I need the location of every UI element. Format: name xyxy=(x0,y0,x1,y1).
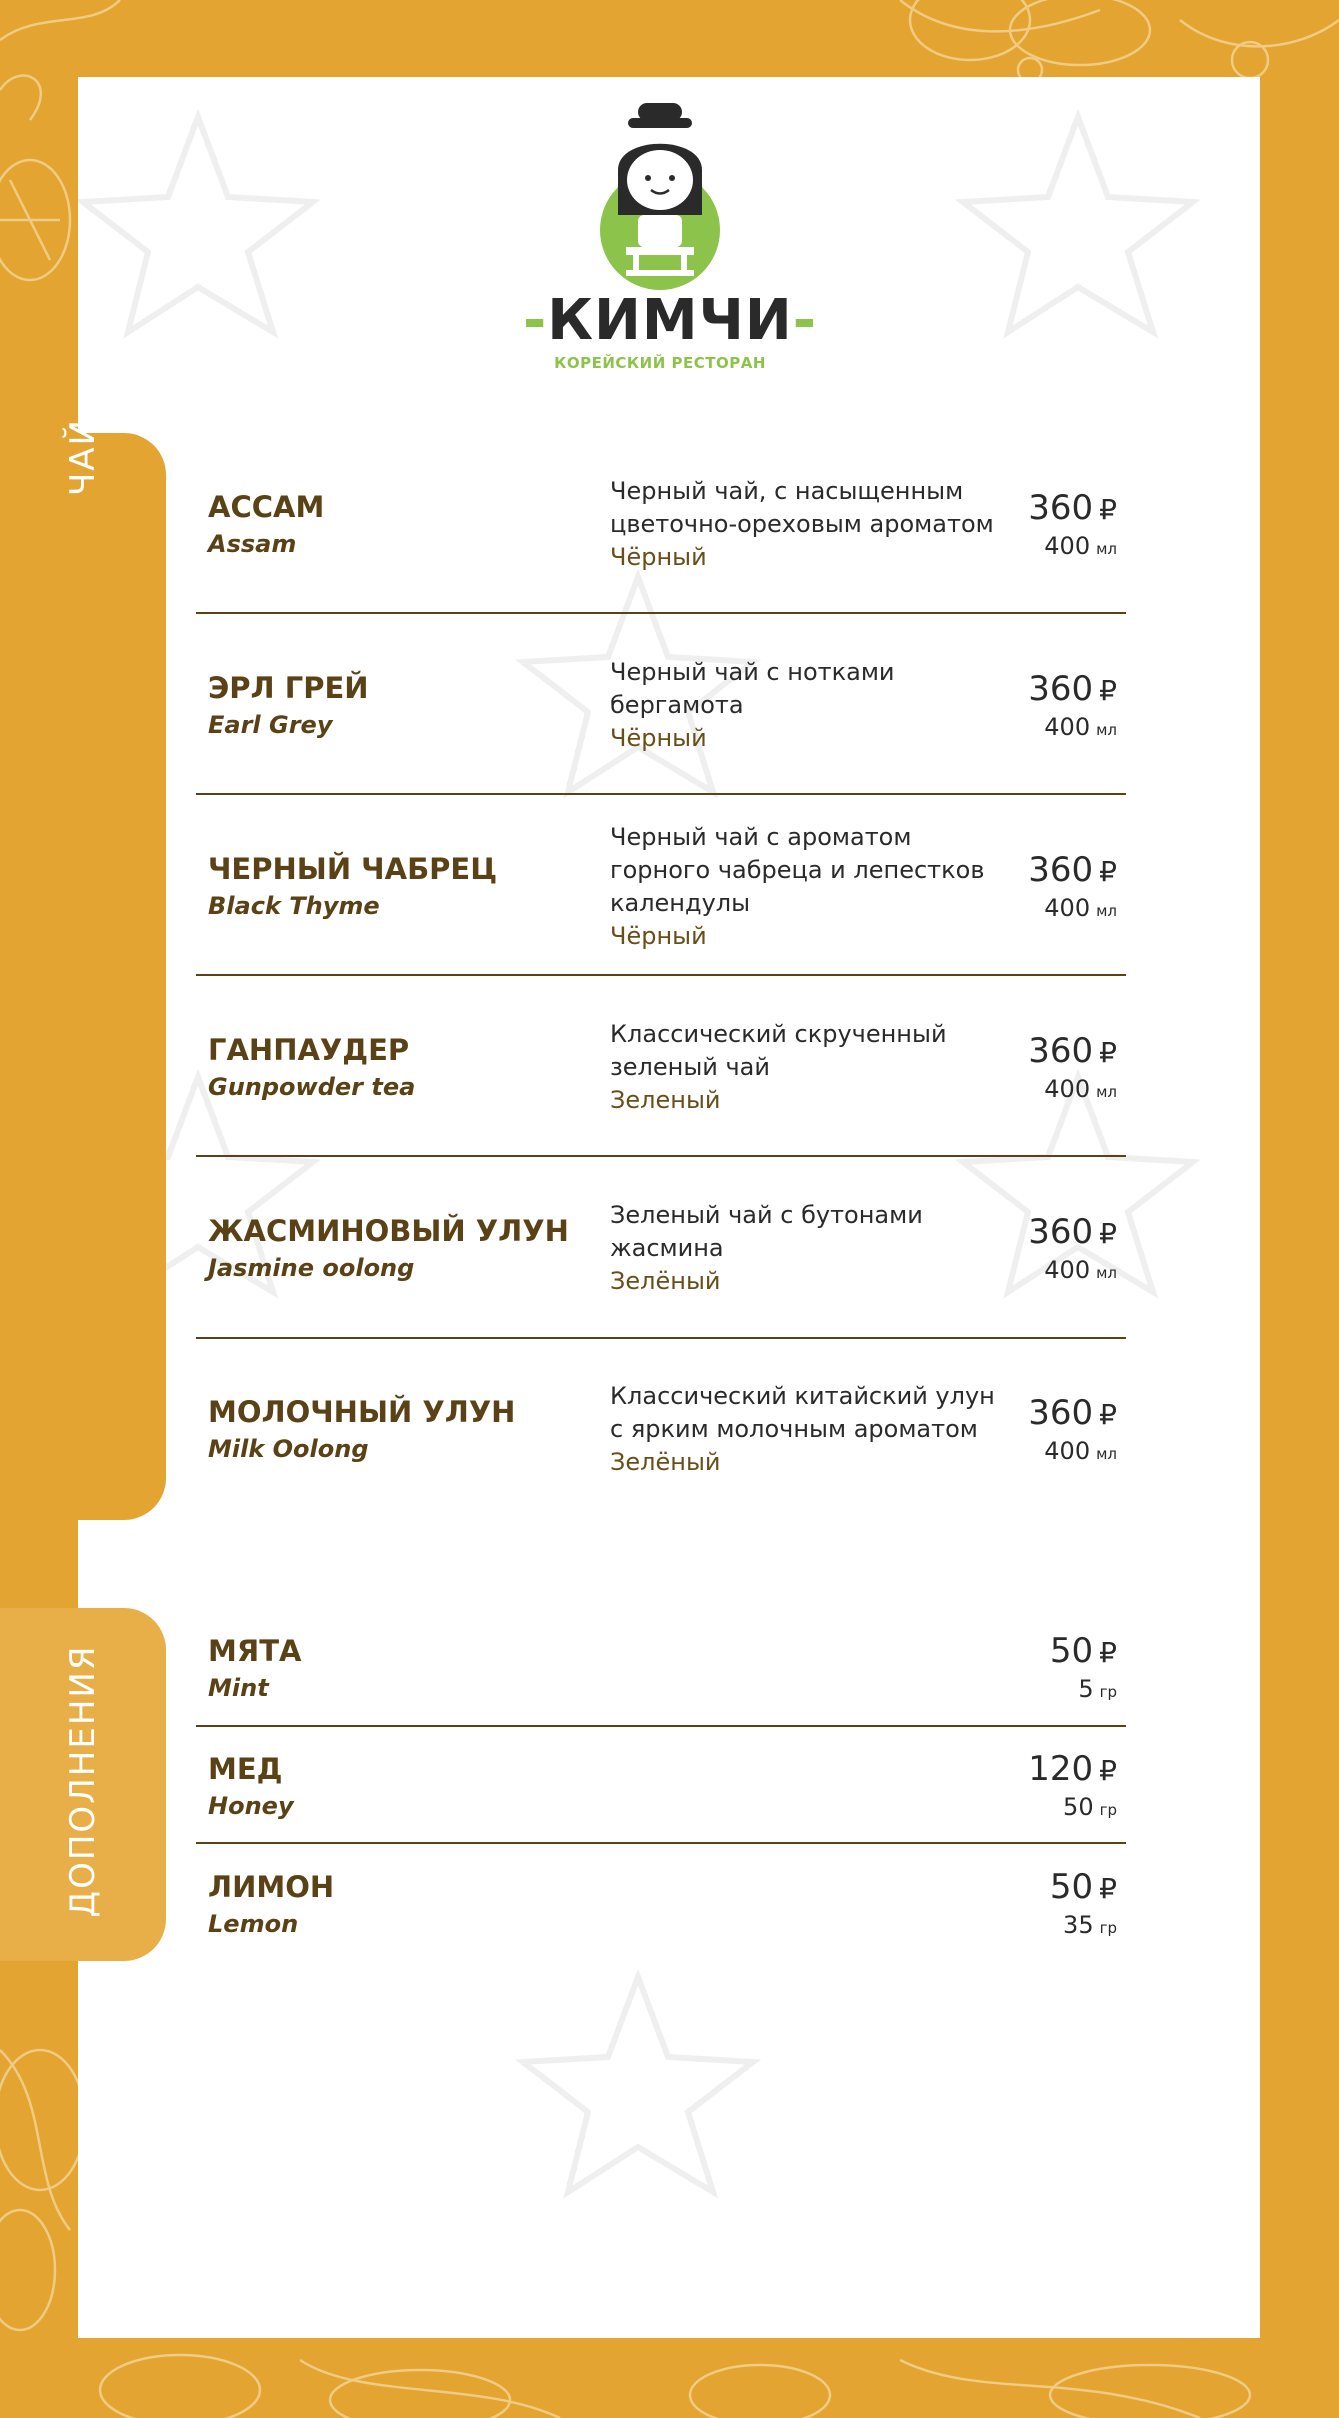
item-tea-kind: Чёрный xyxy=(610,543,707,571)
item-tea-kind: Зеленый xyxy=(610,1086,721,1114)
item-name: ЖАСМИНОВЫЙ УЛУН xyxy=(208,1214,569,1248)
brand-tagline: КОРЕЙСКИЙ РЕСТОРАН xyxy=(554,354,766,372)
item-volume: 400 мл xyxy=(1044,1256,1117,1284)
item-name: МЕД xyxy=(208,1752,283,1786)
tea-section-tab xyxy=(0,418,166,1520)
item-name: ЧЕРНЫЙ ЧАБРЕЦ xyxy=(208,852,498,886)
divider xyxy=(196,793,1126,795)
item-price: 360 ₽ xyxy=(1028,1031,1117,1071)
item-description: Черный чай с ароматом горного чабреца и лепестков календулы Чёрный xyxy=(610,821,1010,953)
item-volume: 400 мл xyxy=(1044,1437,1117,1465)
item-volume: 400 мл xyxy=(1044,894,1117,922)
item-name-en: Honey xyxy=(208,1792,294,1820)
item-price: 360 ₽ xyxy=(1028,1393,1117,1433)
item-name-en: Black Thyme xyxy=(208,892,380,920)
addons-section-label: ДОПОЛНЕНИЯ xyxy=(63,1644,103,1918)
item-name-en: Jasmine oolong xyxy=(208,1254,415,1282)
divider xyxy=(196,1337,1126,1339)
divider xyxy=(196,974,1126,976)
item-price: 360 ₽ xyxy=(1028,850,1117,890)
item-name-en: Earl Grey xyxy=(208,711,333,739)
item-name: МОЛОЧНЫЙ УЛУН xyxy=(208,1395,516,1429)
item-description: Классический китайский улун с ярким молочным ароматом Зелёный xyxy=(610,1380,1010,1479)
item-volume: 35 гр xyxy=(1063,1911,1117,1939)
item-volume: 400 мл xyxy=(1044,713,1117,741)
item-name-en: Assam xyxy=(208,530,297,558)
item-name: АССАМ xyxy=(208,490,325,524)
item-volume: 400 мл xyxy=(1044,532,1117,560)
item-name: МЯТА xyxy=(208,1634,302,1668)
item-name-en: Milk Oolong xyxy=(208,1435,369,1463)
item-tea-kind: Чёрный xyxy=(610,724,707,752)
item-price: 360 ₽ xyxy=(1028,488,1117,528)
item-name: ЭРЛ ГРЕЙ xyxy=(208,671,369,705)
item-tea-kind: Чёрный xyxy=(610,922,707,950)
divider xyxy=(196,612,1126,614)
item-description: Зеленый чай с бутонами жасмина Зелёный xyxy=(610,1199,1010,1298)
item-name: ГАНПАУДЕР xyxy=(208,1033,410,1067)
item-volume: 5 гр xyxy=(1078,1675,1117,1703)
divider xyxy=(196,1155,1126,1157)
item-price: 50 ₽ xyxy=(1049,1631,1117,1671)
item-description: Классический скрученный зеленый чай Зеленый xyxy=(610,1018,1010,1117)
divider xyxy=(196,1842,1126,1844)
item-name: ЛИМОН xyxy=(208,1870,335,1904)
item-price: 50 ₽ xyxy=(1049,1867,1117,1907)
tea-section-label: ЧАЙ xyxy=(63,418,103,497)
item-description: Черный чай с нотками бергамота Чёрный xyxy=(610,656,1010,755)
item-price: 360 ₽ xyxy=(1028,669,1117,709)
item-name-en: Gunpowder tea xyxy=(208,1073,416,1101)
item-tea-kind: Зелёный xyxy=(610,1448,721,1476)
item-price: 360 ₽ xyxy=(1028,1212,1117,1252)
item-name-en: Mint xyxy=(208,1674,269,1702)
brand-name: -КИМЧИ- xyxy=(523,288,817,353)
item-volume: 50 гр xyxy=(1063,1793,1117,1821)
item-name-en: Lemon xyxy=(208,1910,299,1938)
divider xyxy=(196,1725,1126,1727)
item-tea-kind: Зелёный xyxy=(610,1267,721,1295)
item-volume: 400 мл xyxy=(1044,1075,1117,1103)
item-price: 120 ₽ xyxy=(1028,1749,1117,1789)
item-description: Черный чай, с насыщенным цветочно-ореховым ароматом Чёрный xyxy=(610,475,1010,574)
addons-section-tab xyxy=(0,1608,166,1961)
